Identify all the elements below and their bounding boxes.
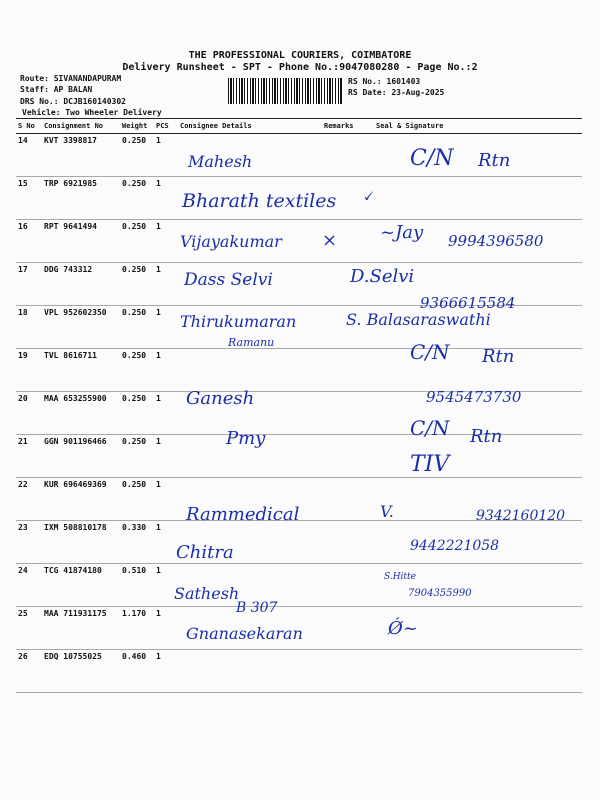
pcs: 1: [154, 220, 178, 263]
weight: 0.250: [120, 220, 154, 263]
col-consignment: Consignment No: [42, 119, 120, 134]
consignment-no: RPT 9641494: [42, 220, 120, 263]
pcs: 1: [154, 564, 178, 607]
handwritten-phone: 7904355990: [408, 588, 472, 599]
weight: 0.250: [120, 478, 154, 521]
company-title: THE PROFESSIONAL COURIERS, COIMBATORE: [188, 50, 412, 61]
handwritten-name: Thirukumaran: [180, 312, 297, 331]
route-label: Route: SIVANANDAPURAM: [20, 74, 122, 83]
handwritten-remark: C/N: [410, 340, 450, 364]
handwritten-remark: Rtn: [478, 150, 511, 171]
sno: 19: [16, 349, 42, 392]
weight: 0.250: [120, 349, 154, 392]
consignment-no: TRP 6921985: [42, 177, 120, 220]
sno: 23: [16, 521, 42, 564]
pcs: 1: [154, 177, 178, 220]
sno: 25: [16, 607, 42, 650]
consignment-no: IXM 508810178: [42, 521, 120, 564]
weight: 0.250: [120, 306, 154, 349]
weight: 0.250: [120, 392, 154, 435]
handwritten-signature: S.Hitte: [384, 572, 416, 582]
consignment-no: KVT 3398817: [42, 134, 120, 177]
table-row: [16, 650, 582, 693]
handwritten-name: Dass Selvi: [184, 270, 273, 290]
sno: 21: [16, 435, 42, 478]
consignment-no: GGN 901196466: [42, 435, 120, 478]
handwritten-signature: V.: [380, 502, 394, 521]
handwritten-remark: TIV: [410, 452, 450, 477]
table-row: [16, 564, 582, 607]
staff-label: Staff: AP BALAN: [20, 85, 93, 94]
weight: 1.170: [120, 607, 154, 650]
handwritten-name: Sathesh: [174, 584, 240, 603]
handwritten-name: Chitra: [176, 542, 234, 563]
pcs: 1: [154, 349, 178, 392]
consignment-no: MAA 711931175: [42, 607, 120, 650]
consignment-no: MAA 653255900: [42, 392, 120, 435]
handwritten-signature: S. Balasaraswathi: [346, 310, 491, 329]
sno: 14: [16, 134, 42, 177]
rs-date: RS Date: 23-Aug-2025: [348, 88, 445, 97]
weight: 0.250: [120, 177, 154, 220]
cross-mark: ×: [322, 230, 338, 251]
col-signature: Seal & Signature: [374, 119, 582, 134]
col-pcs: PCS: [154, 119, 178, 134]
sno: 24: [16, 564, 42, 607]
runsheet-subtitle: Delivery Runsheet - SPT - Phone No.:9047080280 - Page No.:2: [122, 62, 478, 73]
weight: 0.250: [120, 435, 154, 478]
sno: 15: [16, 177, 42, 220]
sno: 22: [16, 478, 42, 521]
pcs: 1: [154, 650, 178, 693]
sno: 20: [16, 392, 42, 435]
sno: 26: [16, 650, 42, 693]
pcs: 1: [154, 263, 178, 306]
sno: 18: [16, 306, 42, 349]
handwritten-phone: 9342160120: [476, 508, 566, 524]
handwritten-remark: C/N: [410, 416, 450, 440]
weight: 0.250: [120, 263, 154, 306]
weight: 0.250: [120, 134, 154, 177]
weight: 0.330: [120, 521, 154, 564]
vehicle-label: Vehicle: Two Wheeler Delivery: [22, 108, 162, 117]
handwritten-phone: 9366615584: [420, 294, 516, 312]
weight: 0.460: [120, 650, 154, 693]
handwritten-remark: Rtn: [470, 426, 503, 447]
handwritten-name: Mahesh: [188, 152, 253, 171]
handwritten-name: Gnanasekaran: [186, 624, 303, 643]
pcs: 1: [154, 306, 178, 349]
consignment-no: TVL 8616711: [42, 349, 120, 392]
consignment-no: DDG 743312: [42, 263, 120, 306]
pcs: 1: [154, 478, 178, 521]
col-remarks: Remarks: [322, 119, 374, 134]
handwritten-note: B 307: [236, 600, 278, 616]
consignment-no: KUR 696469369: [42, 478, 120, 521]
sno: 16: [16, 220, 42, 263]
handwritten-name: Vijayakumar: [180, 232, 282, 251]
sno: 17: [16, 263, 42, 306]
rs-number: RS No.: 1601403: [348, 77, 421, 86]
handwritten-name: Pmy: [226, 428, 266, 449]
handwritten-phone: 9545473730: [426, 388, 522, 406]
handwritten-note: Ramanu: [228, 336, 275, 349]
handwritten-phone: 9994396580: [448, 232, 544, 250]
consignment-no: TCG 41874180: [42, 564, 120, 607]
pcs: 1: [154, 392, 178, 435]
col-weight: Weight: [120, 119, 154, 134]
weight: 0.510: [120, 564, 154, 607]
handwritten-remark: Rtn: [482, 346, 515, 367]
handwritten-phone: 9442221058: [410, 538, 500, 554]
handwritten-name: Bharath textiles: [182, 190, 337, 212]
col-consignee: Consignee Details: [178, 119, 322, 134]
signature-scribble: ~Jay: [380, 222, 424, 243]
signature-scribble: Ǿ~: [388, 618, 418, 639]
handwritten-name: Rammedical: [186, 504, 300, 525]
signature-scribble: 🗸︎: [362, 186, 375, 207]
pcs: 1: [154, 435, 178, 478]
handwritten-remark: C/N: [410, 146, 454, 171]
pcs: 1: [154, 134, 178, 177]
handwritten-name: Ganesh: [186, 388, 255, 409]
drs-label: DRS No.: DCJB160140302: [20, 97, 126, 106]
handwritten-signature: D.Selvi: [350, 266, 415, 287]
col-sno: S No: [16, 119, 42, 134]
consignment-no: EDQ 10755025: [42, 650, 120, 693]
consignment-no: VPL 952602350: [42, 306, 120, 349]
barcode: [228, 78, 343, 104]
pcs: 1: [154, 521, 178, 564]
pcs: 1: [154, 607, 178, 650]
